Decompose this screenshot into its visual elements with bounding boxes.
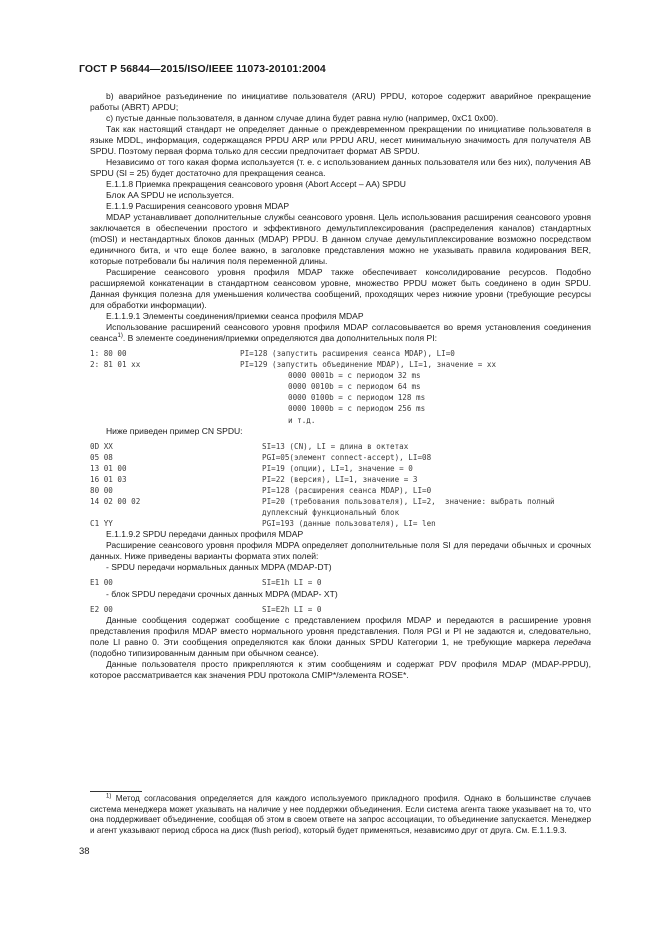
- cn-row: [90, 485, 591, 496]
- cn-row-code: 16 01 03: [90, 474, 127, 484]
- cn-row-desc: PGI=05(элемент connect-accept), LI=08: [262, 452, 432, 462]
- paragraph-negotiation-text-a: Использование расширений сеансового уровня профиля MDAP согласовывается во время установления соединения сеанса: [90, 322, 591, 343]
- paragraph-message-text-b: (подобно типизированным данным при обычном сеансе).: [90, 647, 319, 658]
- pi-row-128: [90, 348, 591, 359]
- period-option: 0000 0100b = с периодом 128 ms: [288, 393, 426, 403]
- xt-row-desc: SI=E2h LI = 0: [262, 604, 322, 614]
- paragraph-mdap-services: MDAP устанавливает дополнительные службы сеансового уровня. Цель использования расширения сеансового уровня заключается в обеспечении простого и эффективного демультиплексирования (распределения каналов) стандартных (mOSI) и нестандартных блоков данных (MDAP) PPDU. В данном случае демультиплексирование возможно посредством единичного бита, и что еще более важно, в заголовке представления можно не указывать правила кодирования BER, которые потребовали бы наличия поля переменной длины.: [90, 212, 591, 266]
- paragraph-empty-data: c) пустые данные пользователя, в данном случае длина будет равна нулю (например, 0xC1 0x00).: [106, 113, 499, 123]
- xt-row: [90, 604, 591, 615]
- paragraph-message-text-a: Данные сообщения содержат сообщение с представлением профиля MDAP и передаются в расширение уровня представления профиля MDAP вместо нормального уровня представления. Поля PGI и PI не задаются и, следовательно, поле LI равно 0. Эти сообщения определяются как блоки данных SPDU Категории 1, не требующие маркера: [90, 614, 591, 647]
- xt-row-code: E2 00: [90, 604, 113, 614]
- cn-row-code: 13 01 00: [90, 463, 127, 473]
- paragraph-consolidation: Расширение сеансового уровня профиля MDAP также обеспечивает консолидирование ресурсов. Подобно расширяемой конкатенации в стандартном сеансовом уровне, множество PPDU может быть соединено в один SPDU. Данная функция полезна для уменьшения количества сообщений, проходящих через нижние уровни (требующие ресурсы для обработки информации).: [90, 267, 591, 310]
- section-heading-e1192: E.1.1.9.2 SPDU передачи данных профиля MDAP: [106, 529, 304, 540]
- cn-row-code: 05 08: [90, 452, 113, 462]
- period-option: 0000 0010b = с периодом 64 ms: [288, 382, 421, 392]
- cn-spdu-block: [90, 441, 591, 530]
- cn-row: [90, 452, 591, 463]
- token-word: передача: [554, 636, 591, 647]
- dt-row-code: E1 00: [90, 578, 113, 588]
- paragraph-negotiation: [90, 322, 591, 344]
- cn-row-desc: PGI=193 (данные пользователя), LI= len: [262, 519, 436, 529]
- cn-row: [90, 463, 591, 474]
- paragraph-ab-spdu: Независимо от того какая форма используется (т. е. с использованием данных пользователя или без них), получения AB SPDU (SI = 25) будет достаточно для прекращения сеанса.: [90, 157, 591, 178]
- pi-row-128-code: 1: 80 00: [90, 349, 127, 358]
- cn-row-code: C1 YY: [90, 519, 113, 529]
- cn-row-desc: PI=128 (расширения сеанса MDAP), LI=0: [262, 486, 432, 496]
- paragraph-message-data: [90, 615, 591, 659]
- footnote: [90, 794, 591, 836]
- cn-row-code: 14 02 00 02: [90, 497, 141, 507]
- footnote-mark: 1): [106, 793, 112, 800]
- pi-row-129-code: 2: 81 01 xx: [90, 360, 141, 370]
- cn-row-code: 0D XX: [90, 441, 113, 451]
- pi-row-129-desc: PI=129 (запустить объединение MDAP), LI=1, значение = xx: [240, 360, 497, 370]
- list-item-mdap-dt: - SPDU передачи нормальных данных MDPA (MDAP-DT): [106, 562, 332, 573]
- cn-row-desc: PI=22 (версия), LI=1, значение = 3: [262, 474, 418, 484]
- dt-row: [90, 577, 591, 588]
- cn-row-code: 80 00: [90, 486, 113, 496]
- document-body: [90, 91, 591, 681]
- footnote-body: Метод согласования определяется для каждого используемого прикладного профиля. Однако в большинстве случаев система менеджера может указывать на наличие у нее поддержки объединения. Если система агента также указывает на то, что она поддерживает объединение, сообщая об этом в своем ответе на запрос ассоциации, то объединение запускается. Менеджер и агент указывают период сброса на диск (flush period), который будет применяться, независимо друг от друга. См. E.1.1.9.3.: [90, 794, 591, 835]
- footnote-divider: [90, 791, 142, 792]
- paragraph-user-data: Данные пользователя просто прикрепляются к этим сообщениям и содержат PDV профиля MDAP (MDAP-PPDU), которое рассматривается как значения PDU протокола CMIP*/элемента ROSE*.: [90, 658, 591, 680]
- footnote-text: [90, 794, 591, 836]
- period-option: 0000 1000b = с периодом 256 ms: [288, 404, 426, 414]
- paragraph-cn-example: Ниже приведен пример CN SPDU:: [106, 425, 243, 436]
- page-number: 38: [79, 846, 90, 857]
- cn-row-desc: PI=20 (требования пользователя), LI=2, значение: выбрать полный дуплексный функциональный блок: [262, 497, 560, 518]
- page-header: ГОСТ Р 56844—2015/ISO/IEEE 11073-20101:2004: [79, 63, 326, 75]
- xt-block: [90, 604, 591, 615]
- paragraph-aru: b) аварийное разъединение по инициативе пользователя (ARU) PPDU, которое содержит аварийное прекращение работы (ABRT) APDU;: [90, 91, 591, 112]
- paragraph-negotiation-text-b: . В элементе соединения/приемки определяются два дополнительных поля PI:: [122, 333, 437, 343]
- cn-row-desc: PI=19 (опции), LI=1, значение = 0: [262, 463, 413, 473]
- cn-row: [90, 496, 591, 518]
- paragraph-aa-spdu: Блок AA SPDU не используется.: [106, 190, 234, 200]
- cn-row: [90, 474, 591, 485]
- dt-block: [90, 577, 591, 588]
- cn-row: [90, 518, 591, 529]
- paragraph-mddl: Так как настоящий стандарт не определяет данные о преждевременном прекращении по инициативе пользователя в языке MDDL, информация, содержащаяся PPDU ARP или PPDU ARU, несет минимальную значимость для получателя AB SPDU. Поэтому первая форма только для сессии предпочитает формат AB SPDU.: [90, 124, 591, 156]
- period-option: и т.д.: [288, 415, 316, 425]
- dt-row-desc: SI=E1h LI = 0: [262, 578, 322, 588]
- pi-fields-block: [90, 348, 591, 426]
- section-heading-e119: E.1.1.9 Расширения сеансового уровня MDAP: [106, 201, 290, 211]
- pi-row-129: [90, 359, 591, 370]
- list-item-mdap-xt: - блок SPDU передачи срочных данных MDPA (MDAP- XT): [106, 588, 338, 599]
- section-heading-e1191: E.1.1.9.1 Элементы соединения/приемки сеанса профиля MDAP: [106, 311, 364, 321]
- paragraph-si-fields: Расширение сеансового уровня профиля MDPA определяет дополнительные поля SI для передачи обычных и срочных данных. Ниже приведены варианты формата этих полей:: [90, 540, 591, 562]
- footnote-ref: 1): [117, 333, 123, 340]
- section-heading-e118: E.1.1.8 Приемка прекращения сеансового уровня (Abort Accept – AA) SPDU: [106, 179, 406, 189]
- period-option: 0000 0001b = с периодом 32 ms: [288, 371, 421, 381]
- pi-row-128-desc: PI=128 (запустить расширения сеанса MDAP), LI=0: [240, 349, 455, 358]
- cn-row-desc: SI=13 (CN), LI = длина в октетах: [262, 441, 409, 451]
- cn-row: [90, 441, 591, 452]
